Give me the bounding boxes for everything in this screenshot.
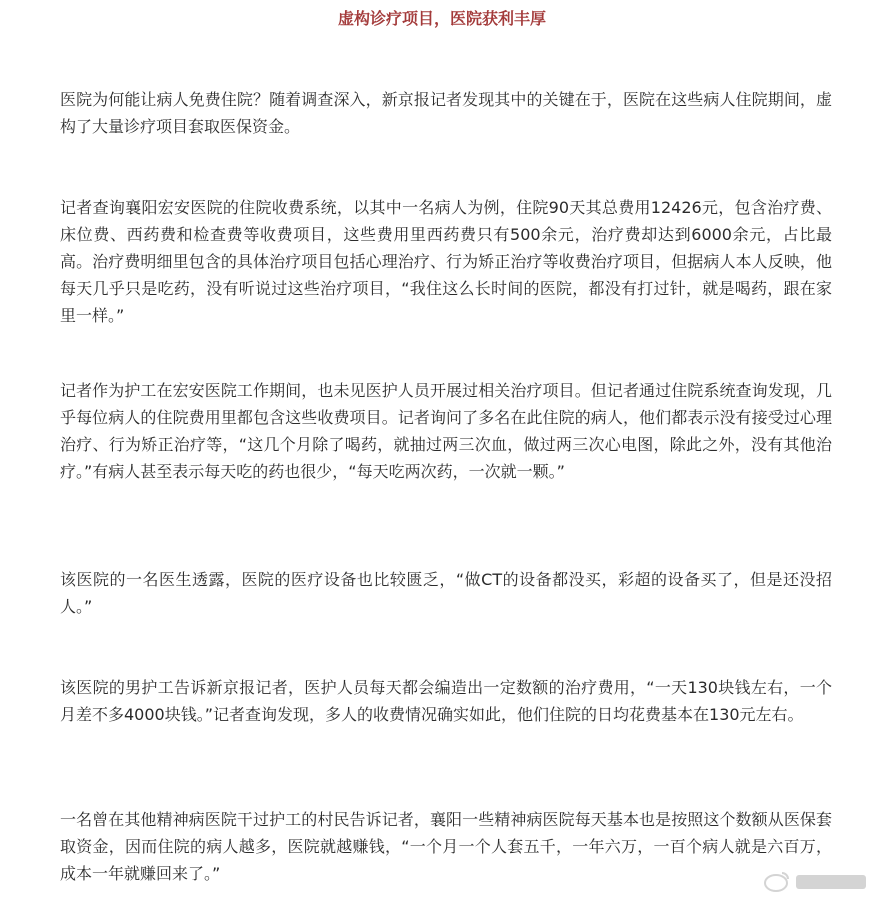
article-paragraph-1: 医院为何能让病人免费住院？随着调查深入，新京报记者发现其中的关键在于，医院在这些病人住院期间，虚构了大量诊疗项目套取医保资金。 bbox=[60, 90, 832, 136]
article-paragraph-2: 记者查询襄阳宏安医院的住院收费系统，以其中一名病人为例，住院90天其总费用12426元，包含治疗费、床位费、西药费和检查费等收费项目，这些费用里西药费只有500余元，治疗费却达到6000余元，占比最高。治疗费明细里包含的具体治疗项目包括心理治疗、行为矫正治疗等收费治疗项目，但据病人本人反映，他每天几乎只是吃药，没有听说过这些治疗项目，“我住这么长时间的医院，都没有打过针，就是喝药，跟在家里一样。” bbox=[60, 198, 832, 325]
article-paragraph-5: 该医院的男护工告诉新京报记者，医护人员每天都会编造出一定数额的治疗费用，“一天130块钱左右，一个月差不多4000块钱。”记者查询发现，多人的收费情况确实如此，他们住院的日均花费基本在130元左右。 bbox=[60, 678, 832, 724]
article-paragraph-4: 该医院的一名医生透露，医院的医疗设备也比较匮乏，“做CT的设备都没买，彩超的设备买了，但是还没招人。” bbox=[60, 570, 832, 616]
article-paragraph-6: 一名曾在其他精神病医院干过护工的村民告诉记者，襄阳一些精神病医院每天基本也是按照这个数额从医保套取资金，因而住院的病人越多，医院就越赚钱，“一个月一个人套五千，一年六万，一百个病人就是六百万，成本一年就赚回来了。” bbox=[60, 810, 832, 883]
article-title: 虚构诊疗项目，医院获利丰厚 bbox=[337, 9, 546, 28]
weibo-watermark-icon bbox=[762, 867, 872, 895]
article-paragraph-3: 记者作为护工在宏安医院工作期间，也未见医护人员开展过相关治疗项目。但记者通过住院系统查询发现，几乎每位病人的住院费用里都包含这些收费项目。记者询问了多名在此住院的病人，他们都表示没有接受过心理治疗、行为矫正治疗等，“这几个月除了喝药，就抽过两三次血，做过两三次心电图，除此之外，没有其他治疗。”有病人甚至表示每天吃的药也很少，“每天吃两次药，一次就一颗。” bbox=[60, 381, 832, 481]
